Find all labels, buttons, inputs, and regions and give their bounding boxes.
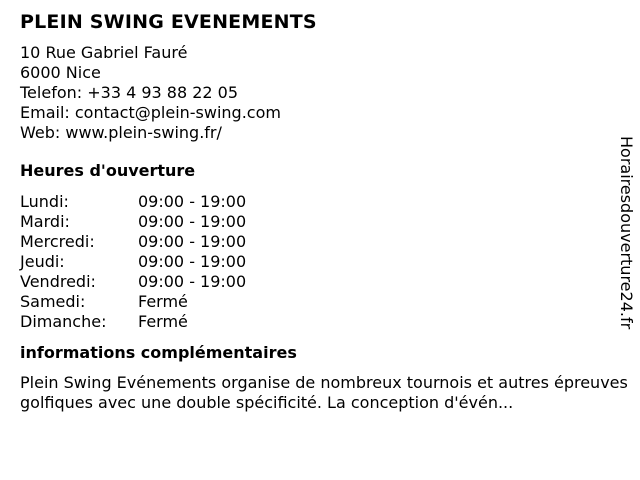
hours-row-tuesday (20, 212, 610, 232)
day-label: Jeudi: (20, 252, 65, 271)
hours-row-monday (20, 192, 610, 212)
email-line: Email: contact@plein-swing.com (20, 103, 281, 122)
day-label: Mardi: (20, 212, 70, 231)
time-value: 09:00 - 19:00 (138, 212, 247, 231)
time-value: 09:00 - 19:00 (138, 192, 247, 211)
website-line: Web: www.plein-swing.fr/ (20, 123, 222, 142)
day-label: Samedi: (20, 292, 86, 311)
contact-details (20, 43, 610, 143)
day-label: Vendredi: (20, 272, 96, 291)
day-label: Dimanche: (20, 312, 107, 331)
time-value: 09:00 - 19:00 (138, 232, 247, 251)
city-postal: 6000 Nice (20, 63, 101, 82)
street-address: 10 Rue Gabriel Fauré (20, 43, 188, 62)
time-value: Fermé (138, 312, 188, 331)
company-name: PLEIN SWING EVENEMENTS (20, 11, 317, 33)
additional-info-heading: informations complémentaires (20, 343, 297, 362)
day-label: Lundi: (20, 192, 69, 211)
hours-row-sunday (20, 312, 610, 332)
day-label: Mercredi: (20, 232, 95, 251)
hours-row-wednesday (20, 232, 610, 252)
time-value: Fermé (138, 292, 188, 311)
hours-row-saturday (20, 292, 610, 312)
site-watermark: Horairesdouverture24.fr (617, 136, 636, 330)
time-value: 09:00 - 19:00 (138, 252, 247, 271)
additional-info-text: Plein Swing Evénements organise de nombreux tournois et autres épreuves golfiques avec une double spécificité. La conception d'évén... (20, 373, 628, 412)
phone-line: Telefon: +33 4 93 88 22 05 (20, 83, 239, 102)
opening-hours-heading: Heures d'ouverture (20, 161, 196, 180)
hours-row-friday (20, 272, 610, 292)
hours-row-thursday (20, 252, 610, 272)
opening-hours-table (20, 192, 610, 332)
time-value: 09:00 - 19:00 (138, 272, 247, 291)
